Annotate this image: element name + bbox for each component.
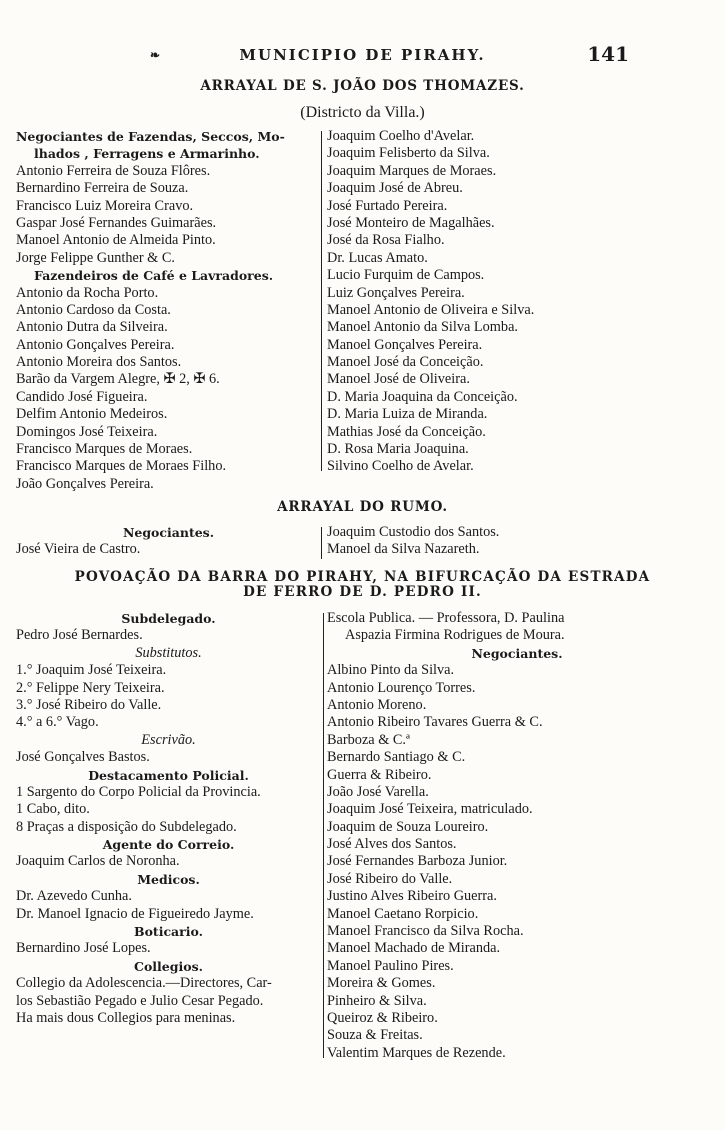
directory-entry: Antonio Cardoso da Costa. bbox=[16, 301, 171, 318]
directory-entry: Moreira & Gomes. bbox=[327, 975, 436, 992]
directory-entry: Substitutos. bbox=[135, 644, 202, 661]
directory-entry: Albino Pinto da Silva. bbox=[327, 662, 455, 679]
directory-entry: Joaquim Marques de Moraes. bbox=[327, 162, 497, 179]
directory-entry: 1 Sargento do Corpo Policial da Provincia. bbox=[16, 783, 261, 800]
directory-entry: José da Rosa Fialho. bbox=[327, 232, 445, 249]
directory-entry: José Monteiro de Magalhães. bbox=[327, 214, 495, 231]
directory-entry: Bernardino Ferreira de Souza. bbox=[16, 180, 189, 197]
directory-entry: João Gonçalves Pereira. bbox=[16, 475, 154, 492]
directory-entry: D. Rosa Maria Joaquina. bbox=[327, 441, 469, 458]
directory-entry: João José Varella. bbox=[327, 783, 429, 800]
section1-right-column bbox=[327, 128, 707, 476]
section1-left-column bbox=[16, 128, 321, 493]
directory-entry: Dr. Manoel Ignacio de Figueiredo Jayme. bbox=[16, 905, 254, 922]
fleuron-ornament: ❧ bbox=[150, 48, 161, 62]
directory-entry: Lucio Furquim de Campos. bbox=[327, 267, 485, 284]
directory-entry: Francisco Marques de Moraes. bbox=[16, 441, 193, 458]
directory-entry: Bernardino José Lopes. bbox=[16, 940, 151, 957]
directory-entry: Luiz Gonçalves Pereira. bbox=[327, 284, 465, 301]
directory-entry: Antonio Dutra da Silveira. bbox=[16, 319, 168, 336]
directory-entry: Collegio da Adolescencia.—Directores, Car- bbox=[16, 975, 272, 992]
directory-entry: Manoel Machado de Miranda. bbox=[327, 940, 501, 957]
directory-entry: Antonio Moreno. bbox=[327, 696, 427, 713]
directory-entry: Escrivão. bbox=[141, 731, 196, 748]
directory-entry: Queiroz & Ribeiro. bbox=[327, 1009, 438, 1026]
directory-entry: los Sebastião Pegado e Julio Cesar Pegado. bbox=[16, 992, 264, 1009]
directory-entry: Guerra & Ribeiro. bbox=[327, 766, 432, 783]
directory-entry: Bernardo Santiago & C. bbox=[327, 749, 466, 766]
directory-entry: Jorge Felippe Gunther & C. bbox=[16, 249, 175, 266]
directory-entry: 8 Praças a disposição do Subdelegado. bbox=[16, 818, 237, 835]
directory-entry: Manoel Francisco da Silva Rocha. bbox=[327, 923, 524, 940]
directory-entry: José Furtado Pereira. bbox=[327, 197, 448, 214]
directory-entry: 1.° Joaquim José Teixeira. bbox=[16, 662, 167, 679]
directory-entry: Manoel Paulino Pires. bbox=[327, 957, 454, 974]
category-heading: Subdelegado. bbox=[121, 611, 216, 626]
directory-entry: Souza & Freitas. bbox=[327, 1027, 423, 1044]
directory-entry: Manoel José de Oliveira. bbox=[327, 371, 470, 388]
directory-entry: José Gonçalves Bastos. bbox=[16, 749, 150, 766]
directory-entry: José Ribeiro do Valle. bbox=[327, 870, 453, 887]
category-heading: lhados , Ferragens e Armarinho. bbox=[34, 146, 260, 162]
section-subtitle-districto: (Districto da Villa.) bbox=[300, 104, 425, 121]
directory-entry: D. Maria Luiza de Miranda. bbox=[327, 406, 488, 423]
running-head bbox=[0, 44, 725, 68]
section3-right-column bbox=[327, 610, 707, 1062]
section3-left-column bbox=[16, 610, 321, 1027]
directory-entry: Manoel Gonçalves Pereira. bbox=[327, 336, 483, 353]
directory-entry: Antonio Ribeiro Tavares Guerra & C. bbox=[327, 714, 543, 731]
section-title-barra-line1: POVOAÇÃO DA BARRA DO PIRAHY, NA BIFURCAÇÃO DA ESTRADA bbox=[74, 569, 651, 585]
page-number: 141 bbox=[587, 42, 629, 66]
directory-entry: Delfim Antonio Medeiros. bbox=[16, 406, 168, 423]
directory-entry: Joaquim José de Abreu. bbox=[327, 180, 463, 197]
directory-entry: Justino Alves Ribeiro Guerra. bbox=[327, 888, 497, 905]
column-divider bbox=[323, 613, 324, 1058]
directory-entry: José Vieira de Castro. bbox=[16, 541, 141, 558]
directory-entry: Antonio Lourenço Torres. bbox=[327, 679, 476, 696]
directory-entry: Manoel Caetano Rorpicio. bbox=[327, 905, 479, 922]
directory-entry: Aspazia Firmina Rodrigues de Moura. bbox=[345, 627, 565, 644]
directory-entry: 4.° a 6.° Vago. bbox=[16, 714, 99, 731]
directory-entry: Pedro José Bernardes. bbox=[16, 627, 143, 644]
category-heading: Boticario. bbox=[134, 924, 203, 940]
directory-entry: Manoel da Silva Nazareth. bbox=[327, 541, 480, 558]
column-divider bbox=[321, 527, 322, 559]
category-heading: Destacamento Policial. bbox=[88, 767, 249, 783]
directory-entry: Candido José Figueira. bbox=[16, 388, 148, 405]
directory-entry: Ha mais dous Collegios para meninas. bbox=[16, 1009, 236, 1026]
page-title: MUNICIPIO DE PIRAHY. bbox=[239, 46, 486, 64]
directory-entry: Silvino Coelho de Avelar. bbox=[327, 458, 474, 475]
directory-entry: Mathias José da Conceição. bbox=[327, 423, 486, 440]
section-title-barra-line2: DE FERRO DE D. PEDRO II. bbox=[243, 584, 482, 600]
directory-entry: Joaquim Coelho d'Avelar. bbox=[327, 128, 475, 144]
directory-entry: 2.° Felippe Nery Teixeira. bbox=[16, 679, 165, 696]
directory-entry: Pinheiro & Silva. bbox=[327, 992, 427, 1009]
directory-entry: Antonio da Rocha Porto. bbox=[16, 284, 159, 301]
category-heading: Collegios. bbox=[134, 958, 203, 974]
directory-entry: Joaquim Felisberto da Silva. bbox=[327, 145, 490, 162]
directory-entry: Antonio Gonçalves Pereira. bbox=[16, 336, 175, 353]
directory-entry: Francisco Luiz Moreira Cravo. bbox=[16, 197, 194, 214]
directory-entry: Joaquim de Souza Loureiro. bbox=[327, 818, 489, 835]
directory-entry: Dr. Azevedo Cunha. bbox=[16, 888, 132, 905]
directory-entry: Gaspar José Fernandes Guimarães. bbox=[16, 214, 217, 231]
category-heading: Negociantes de Fazendas, Seccos, Mo- bbox=[16, 129, 285, 144]
directory-entry: Manoel Antonio de Almeida Pinto. bbox=[16, 232, 216, 249]
section2-right-column bbox=[327, 524, 707, 559]
directory-entry: 3.° José Ribeiro do Valle. bbox=[16, 696, 162, 713]
directory-entry: Manoel Antonio de Oliveira e Silva. bbox=[327, 301, 535, 318]
directory-entry: 1 Cabo, dito. bbox=[16, 801, 90, 818]
directory-entry: Manoel José da Conceição. bbox=[327, 354, 484, 371]
section-title-rumo: ARRAYAL DO RUMO. bbox=[277, 499, 448, 515]
section-title-s-joao: ARRAYAL DE S. JOÃO DOS THOMAZES. bbox=[200, 78, 525, 94]
directory-entry: Antonio Ferreira de Souza Flôres. bbox=[16, 162, 211, 179]
directory-entry: José Alves dos Santos. bbox=[327, 836, 457, 853]
directory-entry: Barão da Vargem Alegre, ✠ 2, ✠ 6. bbox=[16, 371, 220, 388]
directory-entry: Francisco Marques de Moraes Filho. bbox=[16, 458, 227, 475]
directory-entry: Manoel Antonio da Silva Lomba. bbox=[327, 319, 518, 336]
directory-entry: Antonio Moreira dos Santos. bbox=[16, 354, 182, 371]
category-heading: Negociantes. bbox=[471, 645, 563, 661]
directory-entry: Barboza & C.ª bbox=[327, 731, 410, 748]
category-heading: Negociantes. bbox=[122, 525, 215, 540]
category-heading: Fazendeiros de Café e Lavradores. bbox=[34, 268, 274, 284]
directory-entry: Valentim Marques de Rezende. bbox=[327, 1044, 506, 1061]
category-heading: Agente do Correio. bbox=[102, 837, 235, 853]
column-divider bbox=[321, 131, 322, 471]
directory-entry: Joaquim José Teixeira, matriculado. bbox=[327, 801, 533, 818]
directory-entry: Domingos José Teixeira. bbox=[16, 423, 158, 440]
directory-entry: Joaquim Custodio dos Santos. bbox=[327, 524, 500, 540]
directory-entry: José Fernandes Barboza Junior. bbox=[327, 853, 508, 870]
category-heading: Medicos. bbox=[137, 871, 200, 887]
directory-entry: Escola Publica. — Professora, D. Paulina bbox=[327, 610, 565, 626]
directory-entry: D. Maria Joaquina da Conceição. bbox=[327, 388, 518, 405]
directory-entry: Dr. Lucas Amato. bbox=[327, 249, 428, 266]
directory-entry: Joaquim Carlos de Noronha. bbox=[16, 853, 180, 870]
section2-left-column bbox=[16, 524, 321, 559]
